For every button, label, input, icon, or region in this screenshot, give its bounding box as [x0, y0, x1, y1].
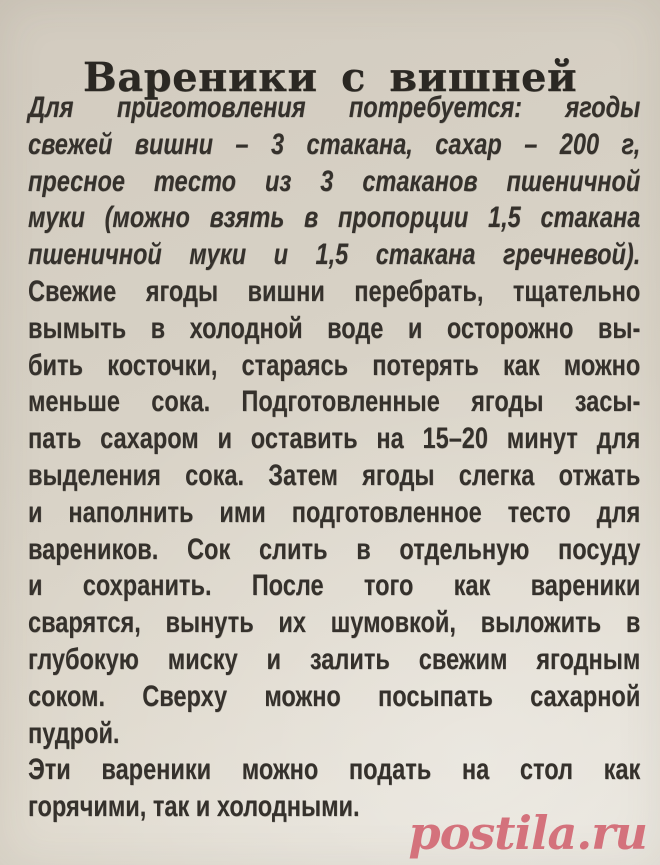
recipe-line: муки (можно взять в пропорции 1,5 стакана — [28, 201, 641, 235]
recipe-line: и наполнить ими подготовленное тесто для — [28, 495, 641, 529]
recipe-line: вареников. Сок слить в отдельную посуду — [28, 532, 641, 566]
recipe-line: бить косточки, стараясь потерять как можно — [28, 348, 641, 382]
recipe-line: пудрой. — [28, 716, 120, 750]
recipe-line: Для приготовления потребуется: ягоды — [28, 91, 641, 124]
recipe-line: выделения сока. Затем ягоды слегка отжать — [28, 458, 641, 492]
recipe-line: меньше сока. Подготовленные ягоды засы- — [28, 385, 641, 419]
recipe-line: пшеничной муки и 1,5 стакана гречневой). — [28, 238, 641, 272]
recipe-title: Вареники с вишней — [82, 53, 578, 101]
recipe-line: Свежие ягоды вишни перебрать, тщательно — [28, 274, 641, 308]
postila-watermark: postila.ru — [408, 806, 647, 860]
recipe-line: глубокую миску и залить свежим ягодным — [28, 642, 641, 676]
recipe-line: пать сахаром и оставить на 15–20 минут для — [28, 422, 641, 456]
recipe-body-lines — [28, 90, 640, 826]
recipe-line: свежей вишни – 3 стакана, сахар – 200 г, — [28, 127, 641, 161]
recipe-line: соком. Сверху можно посыпать сахарной — [28, 679, 641, 713]
recipe-line: горячими, так и холодными. — [28, 790, 360, 824]
recipe-line: сварятся, вынуть их шумовкой, выложить в — [28, 606, 641, 640]
recipe-line: Эти вареники можно подать на стол как — [28, 753, 641, 787]
recipe-line: и сохранить. После того как вареники — [28, 569, 641, 603]
recipe-line: вымыть в холодной воде и осторожно вы- — [28, 311, 641, 345]
recipe-body — [28, 90, 640, 826]
recipe-line: пресное тесто из 3 стаканов пшеничной — [28, 164, 641, 198]
